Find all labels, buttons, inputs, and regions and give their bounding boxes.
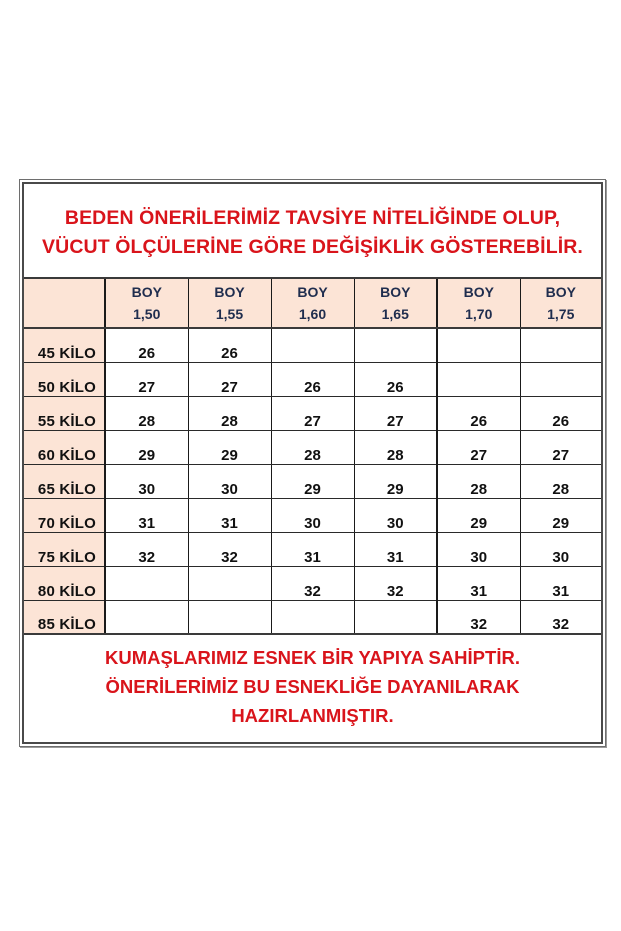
size-cell: 32 <box>354 566 437 600</box>
size-cell: 32 <box>271 566 354 600</box>
table-row-75-kilo <box>24 532 601 566</box>
size-cell: 29 <box>271 464 354 498</box>
header-row <box>24 279 601 328</box>
column-header-height-170 <box>437 279 520 328</box>
size-table <box>24 279 601 635</box>
column-header-value: 1,60 <box>298 306 327 322</box>
size-cell: 31 <box>437 566 520 600</box>
size-cell: 26 <box>354 362 437 396</box>
row-label: 60 KİLO <box>24 430 105 464</box>
column-header-height-160 <box>271 279 354 328</box>
size-cell: 29 <box>188 430 271 464</box>
row-label: 80 KİLO <box>24 566 105 600</box>
size-cell: 30 <box>105 464 188 498</box>
size-cell: 28 <box>520 464 601 498</box>
size-cell: 27 <box>105 362 188 396</box>
size-cell: 28 <box>105 396 188 430</box>
size-cell <box>354 600 437 634</box>
size-cell: 28 <box>354 430 437 464</box>
size-cell: 30 <box>188 464 271 498</box>
column-header-value: 1,55 <box>215 306 244 322</box>
column-header-label: BOY <box>380 284 411 300</box>
size-cell: 26 <box>520 396 601 430</box>
size-cell <box>520 362 601 396</box>
size-cell: 27 <box>437 430 520 464</box>
size-cell <box>437 362 520 396</box>
size-cell: 32 <box>105 532 188 566</box>
size-cell <box>188 600 271 634</box>
size-cell <box>105 600 188 634</box>
row-label: 85 KİLO <box>24 600 105 634</box>
size-cell: 32 <box>520 600 601 634</box>
table-row-45-kilo <box>24 328 601 362</box>
size-cell: 26 <box>188 328 271 362</box>
size-cell: 27 <box>188 362 271 396</box>
size-cell: 28 <box>188 396 271 430</box>
column-header-height-155 <box>188 279 271 328</box>
column-header-label: BOY <box>463 284 494 300</box>
size-cell: 29 <box>354 464 437 498</box>
column-header-label: BOY <box>131 284 162 300</box>
size-cell: 30 <box>520 532 601 566</box>
size-cell: 30 <box>354 498 437 532</box>
column-header-height-150 <box>105 279 188 328</box>
size-cell: 27 <box>520 430 601 464</box>
size-cell: 29 <box>437 498 520 532</box>
row-label: 50 KİLO <box>24 362 105 396</box>
row-label: 45 KİLO <box>24 328 105 362</box>
size-cell <box>271 328 354 362</box>
size-chart <box>19 179 606 747</box>
size-cell <box>520 328 601 362</box>
size-cell: 31 <box>271 532 354 566</box>
size-cell: 29 <box>105 430 188 464</box>
size-cell: 31 <box>105 498 188 532</box>
column-header-value: 1,50 <box>133 306 161 322</box>
size-cell: 31 <box>520 566 601 600</box>
size-cell: 28 <box>271 430 354 464</box>
corner-cell <box>24 279 105 328</box>
row-label: 65 KİLO <box>24 464 105 498</box>
column-header-label: BOY <box>545 284 576 300</box>
size-cell <box>271 600 354 634</box>
table-row-60-kilo <box>24 430 601 464</box>
column-header-height-165 <box>354 279 437 328</box>
title-box <box>24 184 601 279</box>
size-cell: 26 <box>437 396 520 430</box>
size-cell: 28 <box>437 464 520 498</box>
size-cell: 30 <box>437 532 520 566</box>
size-cell <box>188 566 271 600</box>
table-row-65-kilo <box>24 464 601 498</box>
title-line-2: VÜCUT ÖLÇÜLERİNE GÖRE DEĞİŞİKLİK GÖSTEREBİLİR. <box>42 235 583 258</box>
size-cell: 31 <box>354 532 437 566</box>
size-cell: 31 <box>188 498 271 532</box>
size-cell: 32 <box>188 532 271 566</box>
row-label: 70 KİLO <box>24 498 105 532</box>
size-cell: 29 <box>520 498 601 532</box>
size-cell: 32 <box>437 600 520 634</box>
footer-box <box>24 635 601 742</box>
size-cell: 27 <box>354 396 437 430</box>
column-header-label: BOY <box>297 284 328 300</box>
footer-line-2: ÖNERİLERİMİZ BU ESNEKLİĞE DAYANILARAK <box>105 676 520 697</box>
size-cell <box>354 328 437 362</box>
title-line-1: BEDEN ÖNERİLERİMİZ TAVSİYE NİTELİĞİNDE OLUP, <box>64 206 561 229</box>
table-row-55-kilo <box>24 396 601 430</box>
column-header-height-175 <box>520 279 601 328</box>
column-header-value: 1,75 <box>547 306 575 322</box>
table-row-70-kilo <box>24 498 601 532</box>
column-header-value: 1,65 <box>381 306 409 322</box>
size-chart-inner <box>22 182 603 744</box>
column-header-value: 1,70 <box>465 306 493 322</box>
column-header-label: BOY <box>214 284 245 300</box>
size-cell <box>105 566 188 600</box>
footer-line-3: HAZIRLANMIŞTIR. <box>231 705 394 726</box>
row-label: 55 KİLO <box>24 396 105 430</box>
size-cell: 27 <box>271 396 354 430</box>
row-label: 75 KİLO <box>24 532 105 566</box>
table-row-50-kilo <box>24 362 601 396</box>
size-cell: 26 <box>271 362 354 396</box>
footer-line-1: KUMAŞLARIMIZ ESNEK BİR YAPIYA SAHİPTİR. <box>105 647 520 668</box>
table-row-80-kilo <box>24 566 601 600</box>
size-cell: 26 <box>105 328 188 362</box>
table-row-85-kilo <box>24 600 601 634</box>
size-cell <box>437 328 520 362</box>
size-cell: 30 <box>271 498 354 532</box>
